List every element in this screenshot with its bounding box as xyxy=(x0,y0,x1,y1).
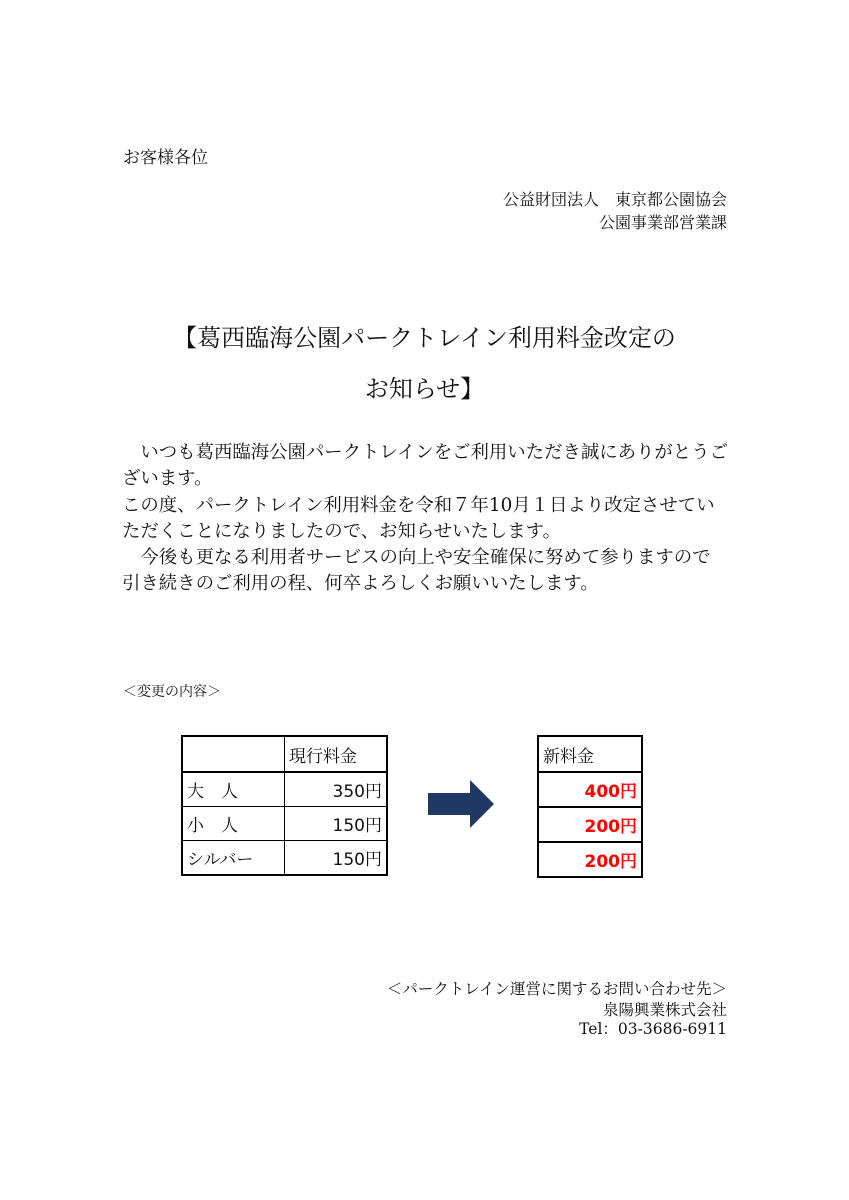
contact-phone: Tel：03-3686-6911 xyxy=(579,1020,727,1038)
sender-department: 公園事業部営業課 xyxy=(598,213,727,232)
current-fee-senior: 150円 xyxy=(285,841,388,876)
fee-category-adult: 大 人 xyxy=(182,772,285,807)
new-fee-child: 200円 xyxy=(538,807,642,842)
contact-company: 泉陽興業株式会社 xyxy=(602,1001,727,1019)
current-fee-table xyxy=(181,735,388,876)
change-details-label: ＜変更の内容＞ xyxy=(123,684,221,700)
sender-organization: 公益財団法人 東京都公園協会 xyxy=(502,190,727,209)
contact-heading: ＜パークトレイン運営に関するお問い合わせ先＞ xyxy=(386,980,727,998)
notice-title-line2: お知らせ】 xyxy=(364,375,485,403)
fee-category-child: 小 人 xyxy=(182,807,285,841)
salutation: お客様各位 xyxy=(123,148,208,168)
table-row xyxy=(538,772,642,807)
table-row xyxy=(182,841,387,876)
table-row xyxy=(182,807,387,841)
right-arrow-shape xyxy=(428,780,494,828)
new-fee-senior: 200円 xyxy=(538,842,642,877)
table-row xyxy=(538,807,642,842)
body-paragraph-closing: 今後も更なる利用者サービスの向上や安全確保に努めて参りますので引き続きのご利用の程、何卒よろしくお願いいたします。 xyxy=(122,547,711,595)
new-fee-header: 新料金 xyxy=(538,736,642,772)
new-fee-table xyxy=(537,735,643,878)
body-paragraph-revision: この度、パークトレイン利用料金を令和７年10月１日より改定させていただくことになりましたので、お知らせいたします。 xyxy=(122,494,715,542)
current-fee-adult: 350円 xyxy=(285,772,388,807)
table-row xyxy=(538,842,642,877)
current-fee-child: 150円 xyxy=(285,807,388,841)
current-table-corner xyxy=(182,736,285,772)
current-fee-header: 現行料金 xyxy=(285,736,388,772)
right-arrow-icon xyxy=(428,780,494,828)
body-paragraph-greeting: いつも葛西臨海公園パークトレインをご利用いただき誠にありがとうございます。 xyxy=(122,442,728,490)
fee-category-senior: シルバー xyxy=(182,841,285,876)
notice-title-line1: 【葛西臨海公園パークトレイン利用料金改定の xyxy=(173,324,676,352)
table-row xyxy=(182,772,387,807)
new-fee-adult: 400円 xyxy=(538,772,642,807)
notice-body xyxy=(122,440,728,598)
